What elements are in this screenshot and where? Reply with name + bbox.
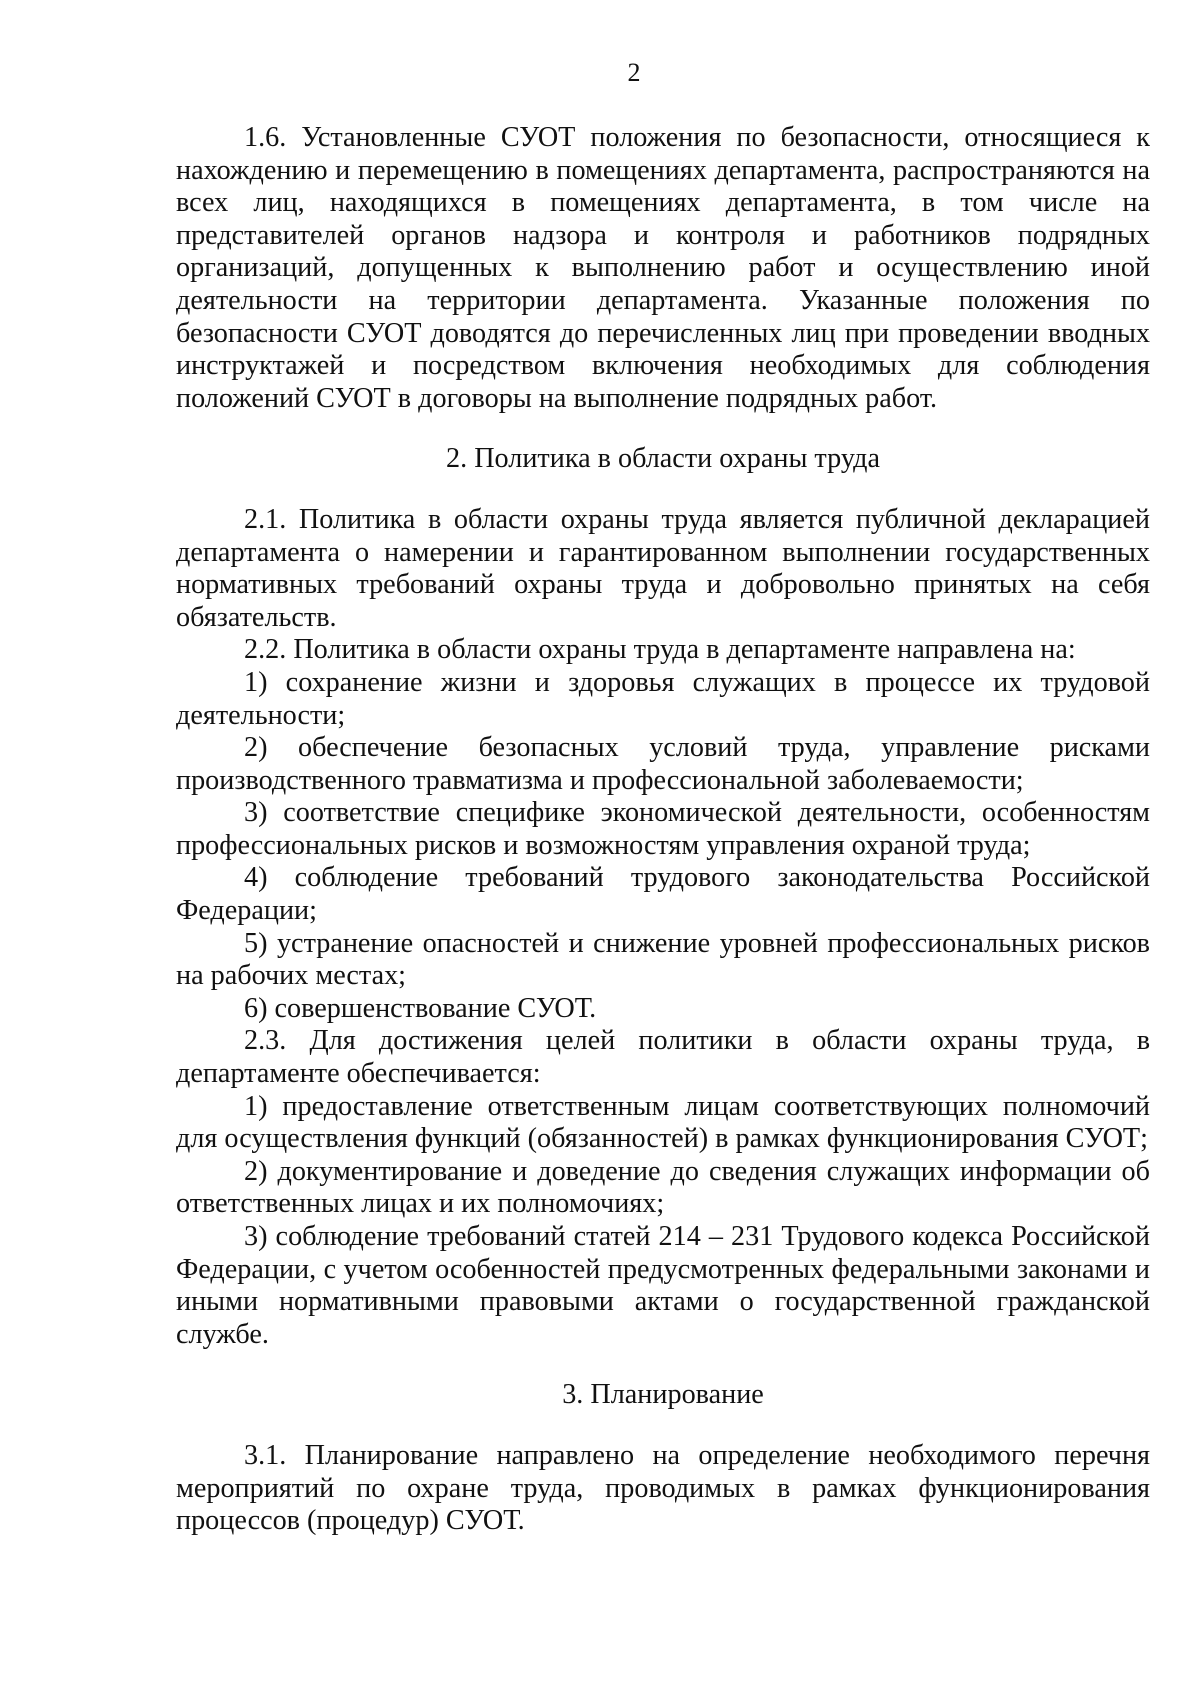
document-body xyxy=(176,122,1150,1538)
paragraph-1-6: 1.6. Установленные СУОТ положения по безопасности, относящиеся к нахождению и перемещению в помещениях департамента, распространяются на всех лиц, находящихся в помещениях департамента, в том числе на представителей органов надзора и контроля и работников подрядных организаций, допущенных к выполнению работ и осуществлению иной деятельности на территории департамента. Указанные положения по безопасности СУОТ доводятся до перечисленных лиц при проведении вводных инструктажей и посредством включения необходимых для соблюдения положений СУОТ в договоры на выполнение подрядных работ. xyxy=(176,122,1150,414)
list-item-2-2-1: 1) сохранение жизни и здоровья служащих в процессе их трудовой деятельности; xyxy=(176,666,1150,731)
paragraph-2-1: 2.1. Политика в области охраны труда является публичной декларацией департамента о намерении и гарантированном выполнении государственных нормативных требований охраны труда и добровольно принятых на себя обязательств. xyxy=(176,503,1150,633)
list-item-2-2-2: 2) обеспечение безопасных условий труда, управление рисками производственного травматизма и профессиональной заболеваемости; xyxy=(176,732,1150,796)
section-heading-2: 2. Политика в области охраны труда xyxy=(446,443,880,475)
paragraph-2-2: 2.2. Политика в области охраны труда в департаменте направлена на: xyxy=(244,634,1076,666)
list-item-2-2-4: 4) соблюдение требований трудового законодательства Российской Федерации; xyxy=(176,862,1150,927)
list-item-2-2-5: 5) устранение опасностей и снижение уровней профессиональных рисков на рабочих местах; xyxy=(176,927,1150,992)
paragraph-2-3: 2.3. Для достижения целей политики в области охраны труда, в департаменте обеспечивается: xyxy=(176,1025,1150,1090)
list-item-2-2-6: 6) совершенствование СУОТ. xyxy=(244,992,597,1024)
section-heading-3: 3. Планирование xyxy=(562,1379,764,1411)
page-number: 2 xyxy=(627,58,641,87)
paragraph-3-1: 3.1. Планирование направлено на определение необходимого перечня мероприятий по охране труда, проводимых в рамках функционирования процессов (процедур) СУОТ. xyxy=(176,1439,1150,1537)
list-item-2-2-3: 3) соответствие специфике экономической деятельности, особенностям профессиональных рисков и возможностям управления охраной труда; xyxy=(176,797,1150,861)
list-item-2-3-3: 3) соблюдение требований статей 214 – 231 Трудового кодекса Российской Федерации, с учетом особенностей предусмотренных федеральными законами и иными нормативными правовыми актами о государственной гражданской службе. xyxy=(176,1221,1150,1350)
list-item-2-3-1: 1) предоставление ответственным лицам соответствующих полномочий для осуществления функций (обязанностей) в рамках функционирования СУОТ; xyxy=(176,1090,1150,1155)
list-item-2-3-2: 2) документирование и доведение до сведения служащих информации об ответственных лицах и их полномочиях; xyxy=(176,1155,1150,1220)
